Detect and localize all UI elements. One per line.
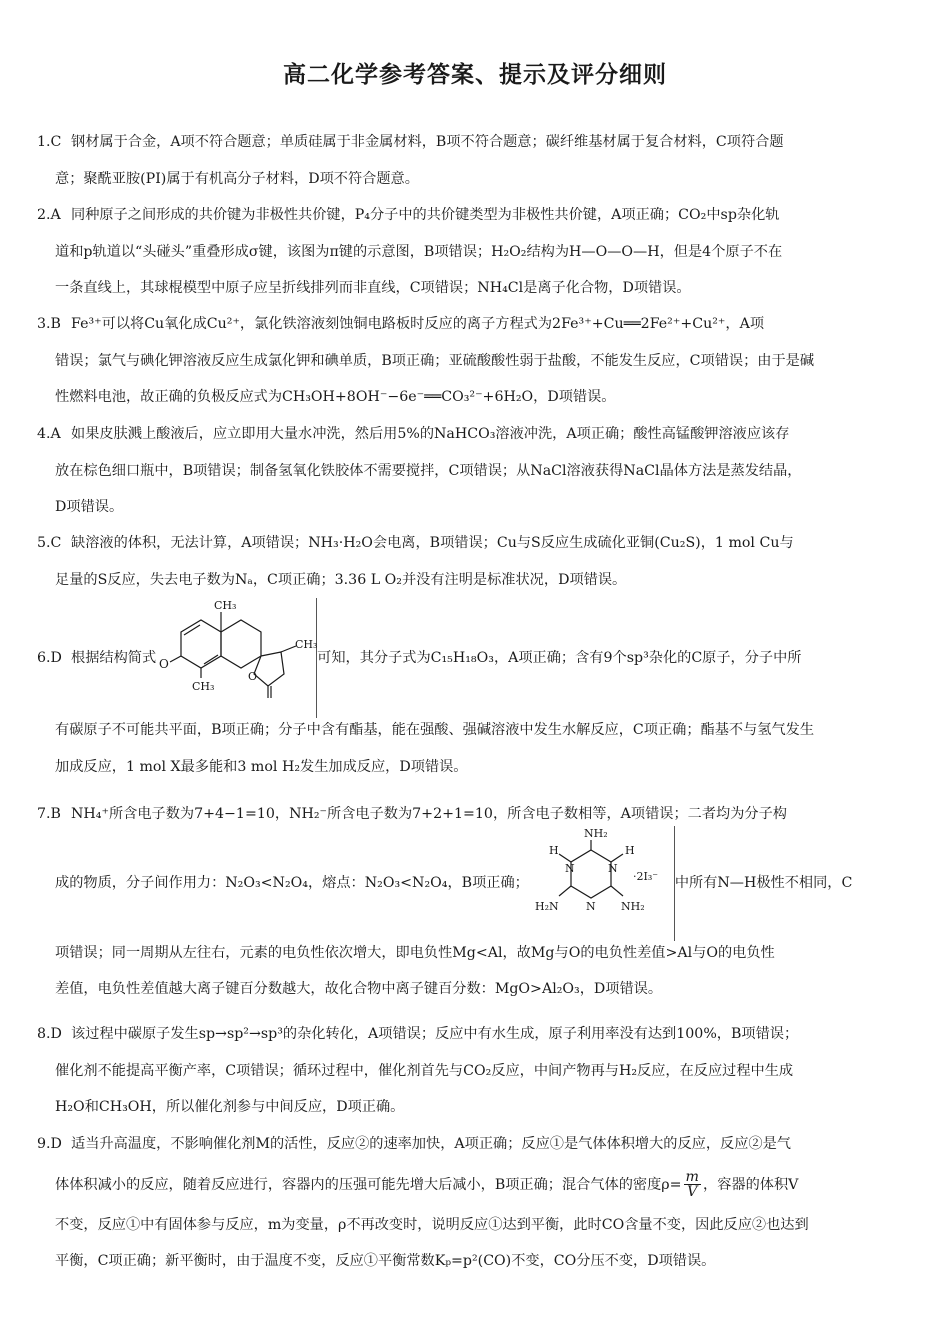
answer-text-line: Fe³⁺可以将Cu氧化成Cu²⁺，氯化铁溶液刻蚀铜电路板时反应的离子方程式为2Fe³⁺+Cu══2Fe²⁺+Cu²⁺，A项 — [71, 316, 765, 332]
structure-label: CH₃ — [192, 679, 215, 693]
answer-item-8 — [37, 1016, 917, 1126]
structure-label: CH₃ — [295, 637, 318, 651]
answer-text-line: 钢材属于合金，A项不符合题意；单质硅属于非金属材料，B项不符合题意；碳纤维基材属于复合材料，C项符合题 — [71, 134, 784, 150]
answer-text-lead: 成的物质，分子间作用力：N₂O₃<N₂O₄，熔点：N₂O₃<N₂O₄，B项正确； — [55, 875, 529, 892]
structure-label: N — [564, 862, 575, 876]
answer-number: 4.A — [37, 426, 61, 442]
structure-melamine-salt — [529, 826, 675, 941]
answer-item-4 — [37, 416, 917, 526]
answer-text-after-fraction: ，容器的体积V — [703, 1176, 799, 1193]
steroid-lactone-structure — [156, 598, 316, 704]
answer-item-2 — [37, 197, 917, 307]
melamine-salt-structure — [529, 826, 674, 926]
answer-number: 3.B — [37, 316, 61, 332]
answer-text-line: NH₄⁺所含电子数为7+4−1=10，NH₂⁻所含电子数为7+2+1=10，所含电子数相等，A项错误；二者均为分子构 — [71, 806, 787, 822]
answer-text-line: 足量的S反应，失去电子数为Nₐ，C项正确；3.36 L O₂并没有注明是标准状况，D项错误。 — [55, 571, 627, 588]
answer-text-line: 如果皮肤溅上酸液后，应立即用大量水冲洗，然后用5%的NaHCO₃溶液冲洗，A项正确；酸性高锰酸钾溶液应该存 — [71, 426, 790, 442]
answer-text-line: 放在棕色细口瓶中，B项错误；制备氢氧化铁胶体不需要搅拌，C项错误；从NaCl溶液获得NaCl晶体方法是蒸发结晶， — [55, 462, 802, 479]
answer-item-5 — [37, 525, 917, 598]
answer-text-line: 体体积减小的反应，随着反应进行，容器内的压强可能先增大后减小，B项正确；混合气体的密度ρ= — [55, 1176, 682, 1193]
answer-text-line: D项错误。 — [55, 499, 124, 515]
answer-item-3 — [37, 306, 917, 416]
answer-text-line: H₂O和CH₃OH，所以催化剂参与中间反应，D项正确。 — [55, 1099, 405, 1115]
structure-label: NH₂ — [620, 900, 645, 914]
fraction-numerator: m — [685, 1169, 700, 1185]
answer-number: 6.D — [37, 649, 62, 666]
answer-item-1 — [37, 124, 917, 197]
answer-item-6 — [37, 598, 917, 785]
structure-label: H₂N — [534, 900, 559, 914]
structure-label: N — [585, 900, 596, 914]
density-fraction — [684, 1170, 701, 1199]
structure-label: O — [248, 669, 258, 683]
answer-number: 5.C — [37, 535, 62, 551]
structure-label: NH₂ — [583, 827, 608, 841]
answer-text-line-cropped: 平衡，C项正确；新平衡时，由于温度不变，反应①平衡常数Kₚ=p²(CO)不变，CO分压不变，D项错误。 — [55, 1253, 716, 1269]
structure-formula-x — [156, 598, 317, 719]
answer-text-line: 有碳原子不可能共平面，B项正确；分子中含有酯基，能在强酸、强碱溶液中发生水解反应，C项正确；酯基不与氢气发生 — [55, 722, 815, 738]
structure-label: N — [607, 862, 618, 876]
answer-text-line: 催化剂不能提高平衡产率，C项错误；循环过程中，催化剂首先与CO₂反应，中间产物再与H₂反应，在反应过程中生成 — [55, 1062, 794, 1079]
answer-number: 7.B — [37, 806, 61, 822]
answer-text-line: 该过程中碳原子发生sp→sp²→sp³的杂化转化，A项错误；反应中有水生成，原子利用率没有达到100%，B项错误； — [71, 1026, 799, 1042]
answer-number: 8.D — [37, 1026, 62, 1042]
structure-label: O — [159, 656, 169, 671]
answer-item-7 — [37, 796, 917, 1008]
answer-text-line: 错误；氯气与碘化钾溶液反应生成氯化钾和碘单质，B项正确；亚硫酸酸性弱于盐酸，不能发生反应，C项错误；由于是碱 — [55, 352, 815, 369]
answer-text-line: 同种原子之间形成的共价键为非极性共价键，P₄分子中的共价键类型为非极性共价键，A项正确；CO₂中sp杂化轨 — [71, 207, 780, 223]
answer-number: 2.A — [37, 207, 61, 223]
answer-text-line: 意；聚酰亚胺(PI)属于有机高分子材料，D项不符合题意。 — [55, 170, 419, 187]
answer-item-9 — [37, 1126, 917, 1269]
answer-text-line: 性燃料电池，故正确的负极反应式为CH₃OH+8OH⁻−6e⁻══CO₃²⁻+6H₂O，D项错误。 — [55, 389, 616, 405]
answer-text-line: 项错误；同一周期从左往右，元素的电负性依次增大，即电负性Mg<Al，故Mg与O的电负性差值>Al与O的电负性 — [55, 944, 775, 961]
answer-text-lead: 根据结构简式 — [71, 649, 157, 666]
answer-text-line: 道和p轨道以“头碰头”重叠形成σ键，该图为π键的示意图，B项错误；H₂O₂结构为H—O—O—H，但是4个原子不在 — [55, 243, 783, 260]
answer-number: 1.C — [37, 134, 62, 150]
answer-text-line: 加成反应，1 mol X最多能和3 mol H₂发生加成反应，D项错误。 — [55, 758, 468, 775]
answer-text-line: 适当升高温度，不影响催化剂M的活性，反应②的速率加快，A项正确；反应①是气体体积增大的反应，反应②是气 — [71, 1136, 791, 1152]
page-title: 高二化学参考答案、提示及评分细则 — [283, 62, 667, 88]
answer-text-line: 一条直线上，其球棍模型中原子应呈折线排列而非直线，C项错误；NH₄Cl是离子化合物，D项错误。 — [55, 280, 691, 296]
fraction-denominator: V — [687, 1184, 698, 1200]
structure-label: ·2I₃⁻ — [632, 870, 658, 884]
structure-label: H — [624, 844, 635, 858]
answer-number: 9.D — [37, 1136, 62, 1152]
structure-label: CH₃ — [214, 598, 237, 612]
answer-text-after: 可知，其分子式为C₁₅H₁₈O₃，A项正确；含有9个sp³杂化的C原子，分子中所 — [317, 649, 802, 666]
answer-text-line: 缺溶液的体积，无法计算，A项错误；NH₃·H₂O会电离，B项错误；Cu与S反应生成硫化亚铜(Cu₂S)，1 mol Cu与 — [71, 535, 794, 551]
answer-text-line: 差值，电负性差值越大离子键百分数越大，故化合物中离子键百分数：MgO>Al₂O₃，D项错误。 — [55, 981, 663, 997]
answer-text-line: 不变，反应①中有固体参与反应，m为变量，ρ不再改变时，说明反应①达到平衡，此时CO含量不变，因此反应②也达到 — [55, 1216, 809, 1233]
answer-text-after: 中所有N—H极性不相同，C — [674, 875, 853, 892]
structure-label: H — [548, 844, 559, 858]
